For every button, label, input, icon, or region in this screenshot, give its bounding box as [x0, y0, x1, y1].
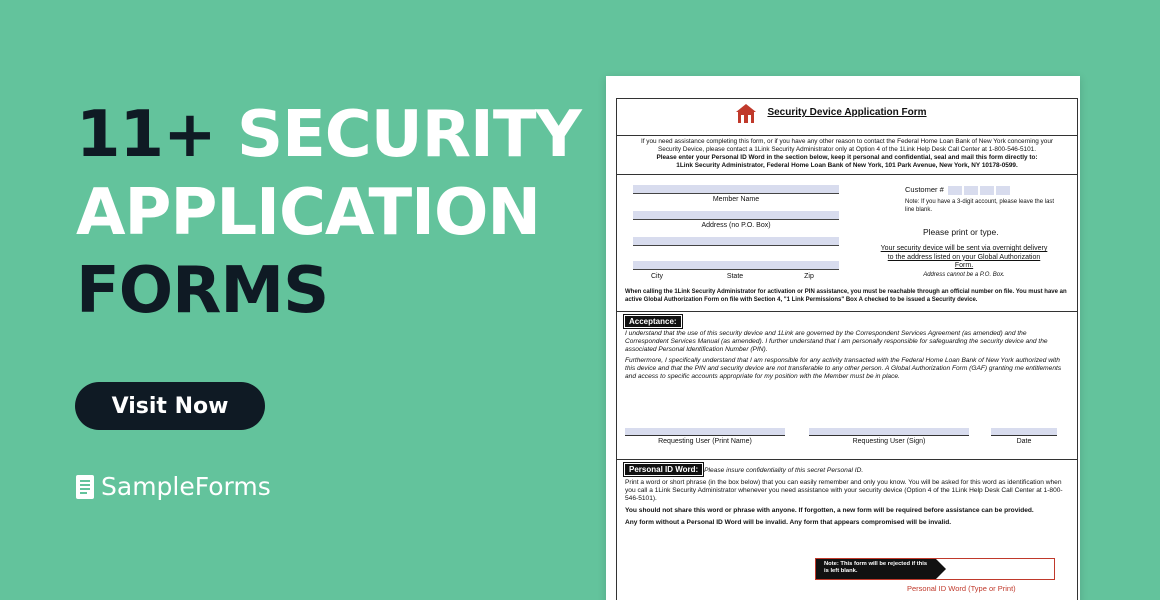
city-state-zip-field[interactable]	[633, 261, 839, 270]
customer-box[interactable]	[996, 186, 1010, 195]
form-title: Security Device Application Form	[767, 107, 927, 118]
form-preview[interactable]	[606, 76, 1080, 600]
brand-logo[interactable]	[76, 472, 271, 501]
pid-paragraph-3: Any form without a Personal ID Word will be invalid. Any form that appears compromised will be invalid.	[625, 519, 952, 526]
delivery-notice: Your security device will be sent via overnight delivery to the address listed on your Global Authorization Form.	[880, 245, 1048, 269]
pid-paragraph-1: Print a word or short phrase (in the box below) that you can easily remember and only you know. You will be asked for this word as identification when you call a 1Link Security Administrator whenever you need assistance with your security device (Option 4 of the 1Link Help Desk Call Center at 1-800-546-5101).	[625, 479, 1063, 502]
acceptance-paragraph-1: I understand that the use of this security device and 1Link are governed by the Correspondent Services Agreement (as amended) and the Correspondent Services Manual (as amended). I further understand that I am personally responsible for safeguarding the security device and the associated Personal Identification Number (PIN).	[625, 330, 1048, 353]
calling-notice: When calling the 1Link Security Administrator for activation or PIN assistance, you must be reachable through an official number on file. You must have an active Global Authorization Form on file with Section 4, "1 Link Permissions" Box A checked to be issued a Security device.	[625, 289, 1067, 303]
form-header	[617, 99, 1077, 135]
signature-print-name[interactable]	[625, 428, 785, 445]
intro-text-3: 1Link Security Administrator, Federal Home Loan Bank of New York, 101 Park Avenue, New York, NY 10178-0599.	[676, 162, 1018, 169]
acceptance-heading: Acceptance:	[625, 316, 681, 327]
signature-sign[interactable]	[809, 428, 969, 445]
pid-label: Personal ID Word (Type or Print)	[907, 584, 1016, 593]
bank-logo-icon	[735, 103, 757, 125]
acceptance-paragraph-2: Furthermore, I specifically understand that I am responsible for any activity transacted with the Federal Home Loan Bank of New York authorized with this device and that the PIN and security device are not transferable to any other person. A Global Authorization Form (GAF) granting me entitlements and access to specific accounts appropriate for my position with the Member must be in place.	[625, 357, 1062, 380]
sig-date-label: Date	[1016, 438, 1032, 445]
member-name-field[interactable]	[633, 185, 839, 194]
sig-print-label: Requesting User (Print Name)	[658, 438, 752, 445]
customer-note: Note: If you have a 3-digit account, please leave the last line blank.	[905, 199, 1055, 213]
pid-paragraph-2: You should not share this word or phrase with anyone. If forgotten, a new form will be required before assistance can be provided.	[625, 507, 1034, 514]
headline-line-2: APPLICATION	[76, 176, 540, 250]
personal-id-section	[617, 460, 1077, 600]
acceptance-section	[617, 312, 1077, 460]
customer-number	[905, 185, 1010, 195]
customer-box[interactable]	[980, 186, 994, 195]
customer-label: Customer #	[905, 185, 944, 194]
intro-text-1: If you need assistance completing this form, or if you have any other reason to contact the Federal Home Loan Bank of New York concerning your Security Device, please contact a 1Link Security Administrator only at Option 4 of the 1Link Help Desk Call Center at 1-800-546-5101.	[640, 138, 1054, 153]
print-instruction: Please print or type.	[923, 227, 999, 237]
address-field[interactable]	[633, 211, 839, 220]
intro-text-2: Please enter your Personal ID Word in the section below, keep it personal and confidential, seal and mail this form directly to:	[656, 154, 1038, 161]
sig-sign-label: Requesting User (Sign)	[852, 438, 926, 445]
pid-heading: Personal ID Word:	[625, 464, 702, 475]
headline-line-1	[76, 96, 581, 174]
signature-date[interactable]	[991, 428, 1057, 445]
security-device-form	[616, 98, 1078, 600]
visit-now-button[interactable]: Visit Now	[75, 382, 265, 430]
headline-security: SECURITY	[236, 98, 581, 172]
customer-box[interactable]	[948, 186, 962, 195]
headline-line-3: FORMS	[76, 254, 329, 328]
pid-subheading: Please insure confidentiality of this secret Personal ID.	[704, 467, 864, 474]
pid-note: Note: This form will be rejected if this is left blank.	[816, 559, 936, 579]
brand-name: SampleForms	[101, 472, 271, 501]
customer-box[interactable]	[964, 186, 978, 195]
address-label: Address (no P.O. Box)	[701, 222, 771, 229]
state-label: State	[726, 273, 744, 280]
zip-label: Zip	[804, 273, 814, 280]
member-section	[617, 174, 1077, 312]
form-intro	[617, 135, 1077, 174]
headline-count: 11+	[76, 98, 216, 172]
personal-id-input[interactable]	[815, 558, 1055, 580]
address-field-2[interactable]	[633, 237, 839, 246]
document-icon	[76, 475, 94, 499]
member-name-label: Member Name	[712, 196, 760, 203]
headline	[76, 96, 581, 330]
delivery-subnote: Address cannot be a P.O. Box.	[923, 272, 1005, 278]
city-label: City	[650, 273, 664, 280]
